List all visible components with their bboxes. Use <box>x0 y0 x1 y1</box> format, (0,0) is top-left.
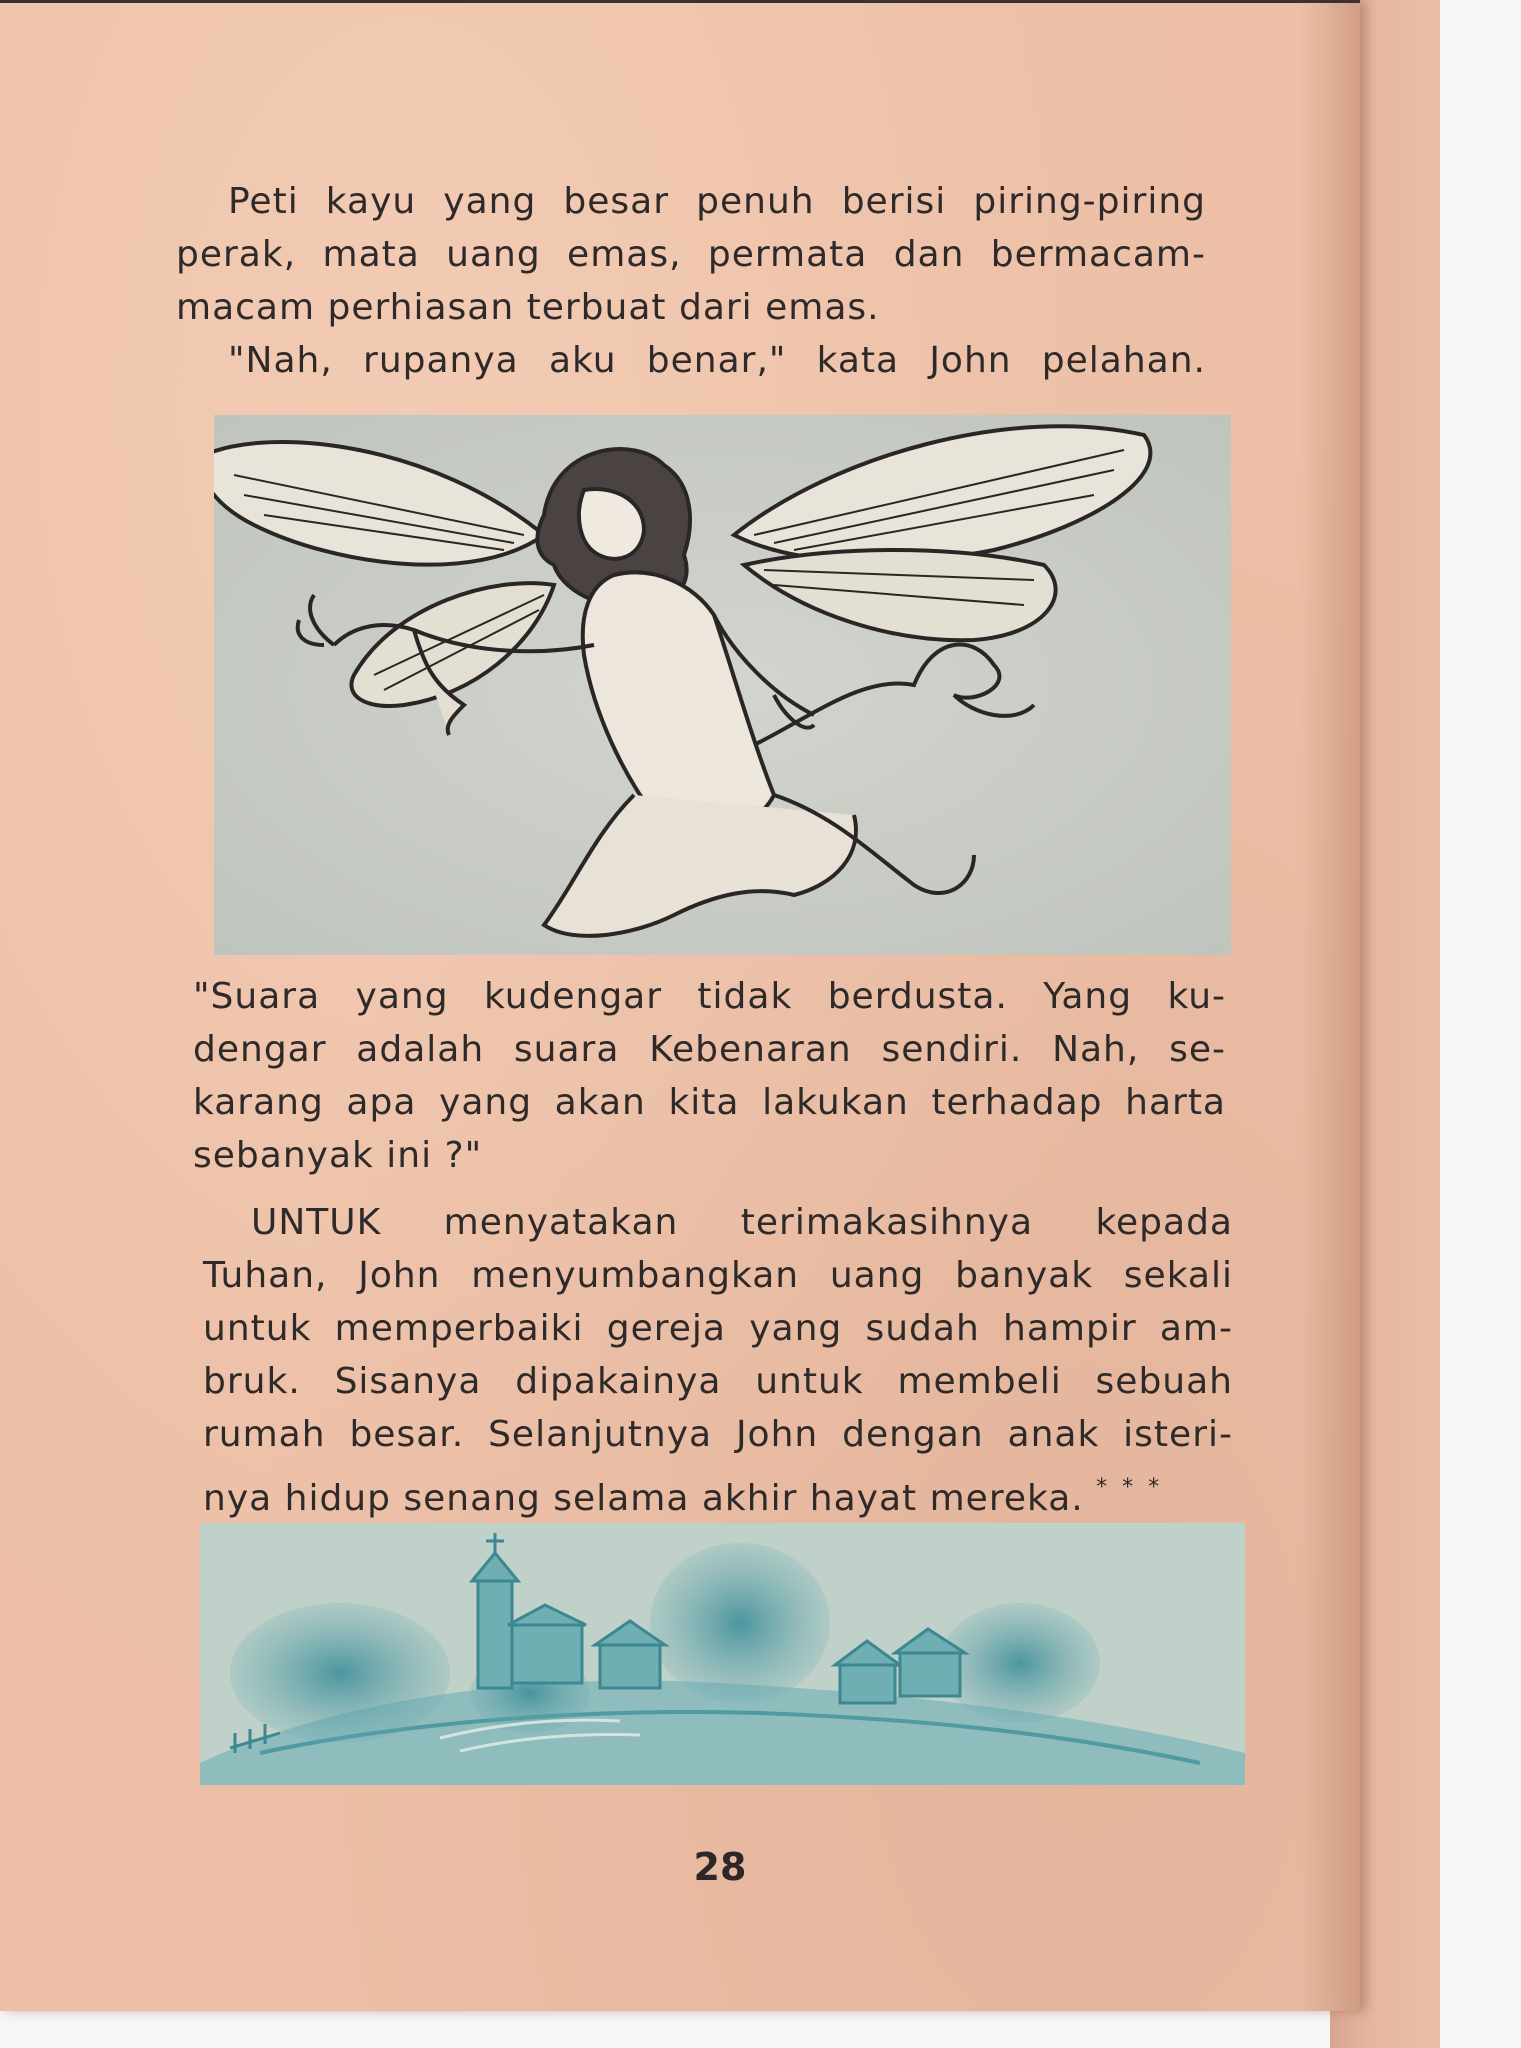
text-line: "Nah, rupanya aku benar," kata John pelahan. <box>228 340 1206 381</box>
text-line: perak, mata uang emas, permata dan bermacam- <box>176 234 1206 275</box>
text-line <box>203 1461 1233 1525</box>
page-number: 28 <box>693 1845 747 1889</box>
text-line-content: nya hidup senang selama akhir hayat mereka. <box>203 1478 1084 1519</box>
text-line: untuk memperbaiki gereja yang sudah hampir am- <box>203 1308 1233 1349</box>
village-drawing <box>200 1523 1245 1785</box>
text-line: UNTUK menyatakan terimakasihnya kepada <box>251 1202 1233 1243</box>
text-line: bruk. Sisanya dipakainya untuk membeli sebuah <box>203 1361 1233 1402</box>
end-mark: * * * <box>1096 1475 1164 1500</box>
fairy-illustration <box>214 415 1231 955</box>
text-line: "Suara yang kudengar tidak berdusta. Yang ku- <box>193 976 1226 1017</box>
fairy-drawing <box>214 415 1231 955</box>
text-line: Peti kayu yang besar penuh berisi piring-piring <box>228 181 1206 222</box>
paragraph-ending <box>203 1196 1233 1525</box>
paragraph-truth <box>193 970 1226 1182</box>
page-edge-shadow <box>1300 3 1360 2011</box>
village-illustration <box>200 1523 1245 1785</box>
text-line: sebanyak ini ?" <box>193 1135 483 1176</box>
text-line: dengar adalah suara Kebenaran sendiri. Nah, se- <box>193 1029 1226 1070</box>
text-line: karang apa yang akan kita lakukan terhadap harta <box>193 1082 1226 1123</box>
text-line: rumah besar. Selanjutnya John dengan anak isteri- <box>203 1414 1233 1455</box>
text-line: Tuhan, John menyumbangkan uang banyak sekali <box>203 1255 1233 1296</box>
paragraph-treasure <box>176 175 1206 387</box>
text-line: macam perhiasan terbuat dari emas. <box>176 287 880 328</box>
